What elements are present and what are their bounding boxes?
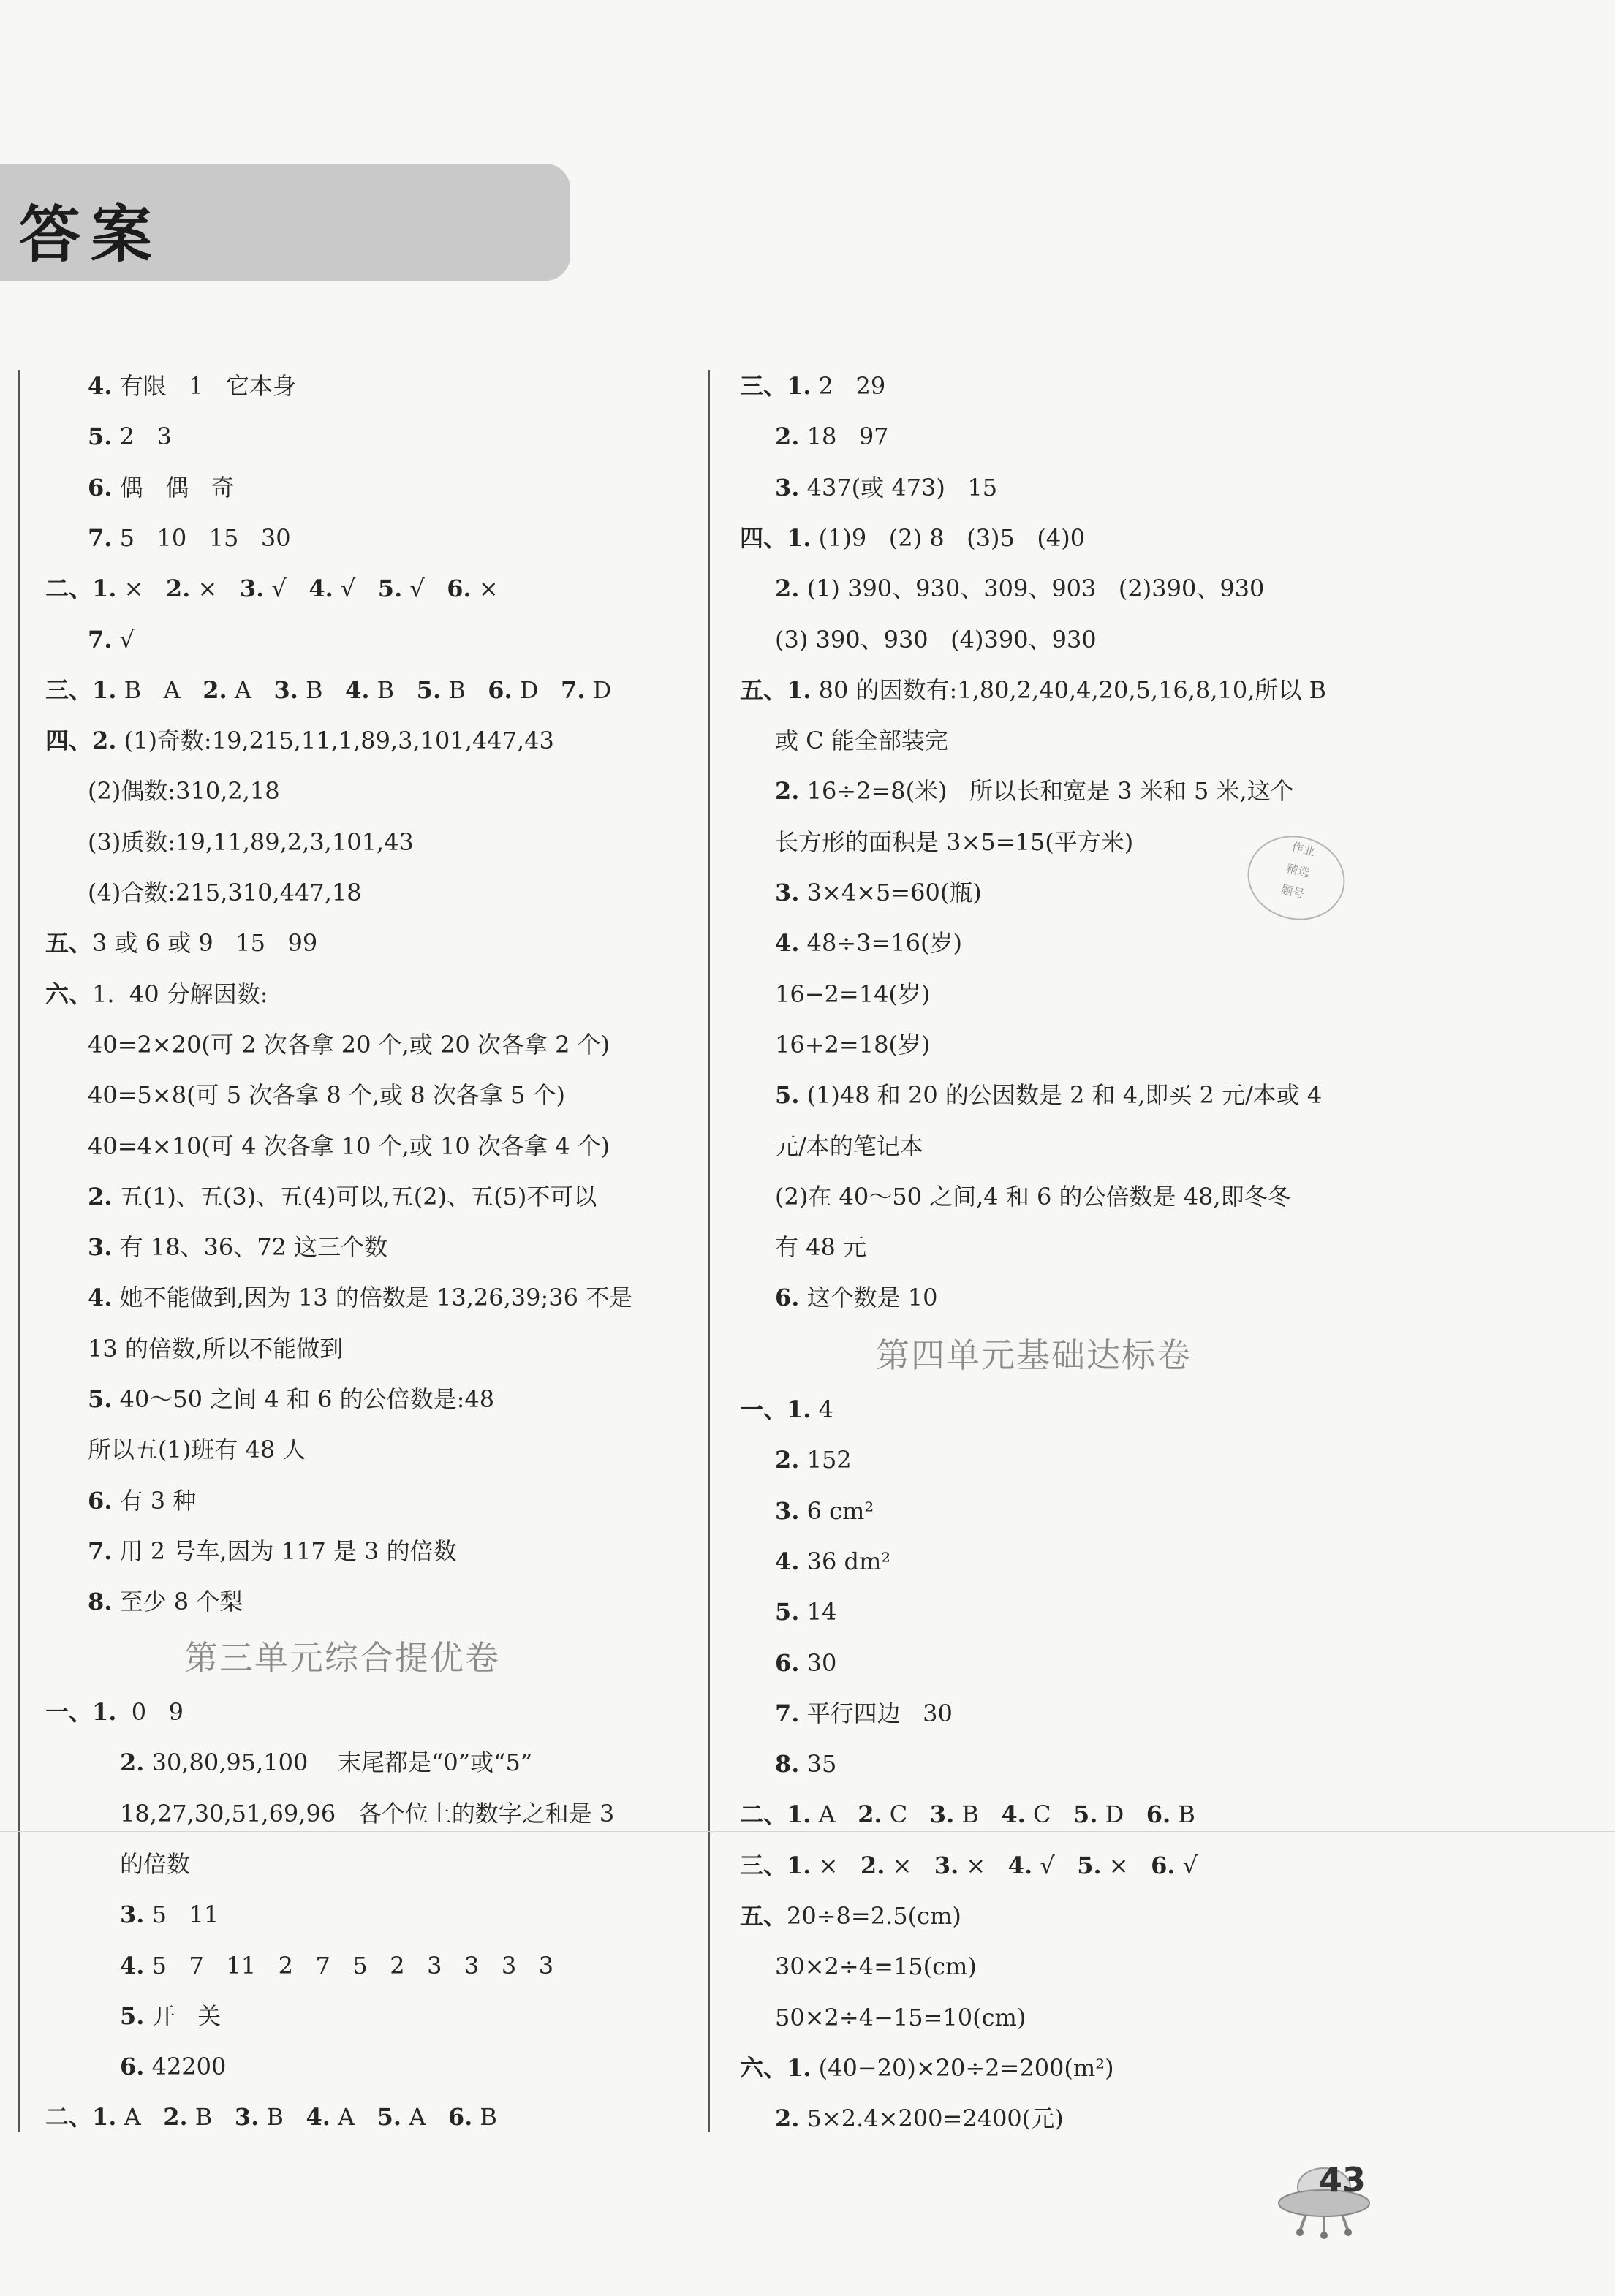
answer-text: 开 关	[144, 2001, 222, 2030]
answer-text: 36 dm²	[799, 1547, 891, 1575]
answer-text: 20÷8=2.5(cm)	[787, 1902, 961, 1930]
answer-title-band	[0, 164, 570, 281]
answer-text: 用 2 号车,因为 117 是 3 的倍数	[112, 1537, 457, 1565]
answer-text: √	[264, 575, 309, 603]
answer-text: 0 9	[116, 1698, 184, 1726]
answer-text: 18 97	[799, 423, 889, 451]
answer-line	[88, 1537, 457, 1566]
answer-text: C	[1025, 1800, 1073, 1829]
question-number: 4.	[306, 2103, 330, 2132]
answer-text: (2)偶数:310,2,18	[88, 777, 280, 806]
answer-line	[45, 726, 554, 755]
question-number: 5.	[1073, 1800, 1098, 1829]
answer-text: 5 11	[144, 1901, 219, 1929]
question-number: 5.	[1077, 1851, 1102, 1879]
question-number: 四、2.	[45, 727, 117, 755]
answer-line	[88, 1080, 565, 1110]
answer-text: (3)质数:19,11,89,2,3,101,43	[88, 827, 414, 856]
question-number: 3.	[934, 1851, 959, 1879]
answer-line	[775, 1699, 953, 1728]
question-number: 2.	[860, 1851, 885, 1879]
answer-line	[775, 1749, 836, 1778]
answer-text: 5 10 15 30	[112, 523, 291, 552]
answer-line	[120, 1849, 190, 1879]
answer-text: 14	[799, 1598, 837, 1626]
question-number: 3.	[775, 1496, 800, 1525]
answer-line	[88, 1587, 243, 1616]
answer-text: 平行四边 30	[799, 1699, 953, 1727]
answer-text: 有限 1 它本身	[112, 372, 296, 400]
answer-text: ×	[190, 575, 240, 603]
answer-line	[45, 980, 268, 1009]
question-number: 3.	[234, 2103, 260, 2132]
answer-line	[775, 1648, 836, 1678]
question-number: 4.	[88, 372, 113, 400]
answer-text: 13 的倍数,所以不能做到	[88, 1334, 344, 1363]
answer-text: (1)奇数:19,215,11,1,89,3,101,447,43	[116, 727, 554, 755]
answer-text: A	[811, 1800, 858, 1829]
scan-fold-line	[0, 1831, 1615, 1832]
answer-line	[45, 2102, 497, 2132]
answer-text: 437(或 473) 15	[799, 473, 998, 501]
answer-text: 40=2×20(可 2 次各拿 20 个,或 20 次各拿 2 个)	[88, 1030, 610, 1058]
answer-text: 18,27,30,51,69,96 各个位上的数字之和是 3	[120, 1799, 615, 1827]
answer-text: 有 3 种	[112, 1486, 197, 1515]
answer-line	[88, 1232, 387, 1262]
answer-text: (2)在 40～50 之间,4 和 6 的公倍数是 48,即冬冬	[775, 1182, 1291, 1210]
question-number: 7.	[775, 1699, 800, 1727]
question-number: 二、1.	[45, 2103, 117, 2132]
answer-line	[775, 1496, 874, 1526]
answer-text: (1)9 (2) 8 (3)5 (4)0	[811, 523, 1086, 552]
answer-line	[775, 928, 962, 958]
answer-text: 长方形的面积是 3×5=15(平方米)	[775, 827, 1134, 856]
question-number: 3.	[775, 473, 800, 501]
answer-line	[740, 1800, 1195, 1829]
answer-text: (1) 390、930、309、903 (2)390、930	[799, 575, 1265, 603]
section-title-unit3: 第三单元综合提优卷	[184, 1638, 500, 1678]
answer-line	[775, 878, 982, 907]
answer-text: 元/本的笔记本	[775, 1132, 923, 1160]
question-number: 3.	[88, 1233, 113, 1262]
column-divider	[708, 370, 710, 2132]
question-number: 2.	[203, 675, 227, 704]
answer-text: (4)合数:215,310,447,18	[88, 879, 362, 906]
answer-line	[775, 776, 1294, 806]
stamp-line: 题号	[1279, 882, 1306, 902]
answer-text: (40−20)×20÷2=200(m²)	[811, 2053, 1114, 2082]
answer-text: 16−2=14(岁)	[775, 980, 931, 1008]
answer-text: ×	[811, 1851, 861, 1879]
answer-text: 偶 偶 奇	[112, 473, 235, 501]
answer-text: B	[441, 675, 488, 704]
question-number: 3.	[929, 1800, 955, 1829]
answer-text: 她不能做到,因为 13 的倍数是 13,26,39;36 不是	[112, 1284, 633, 1312]
question-number: 3.	[775, 879, 800, 906]
answer-text: 4	[811, 1395, 833, 1423]
answer-line	[740, 675, 1326, 705]
question-number: 6.	[1151, 1851, 1176, 1879]
answer-text: (3) 390、930 (4)390、930	[775, 625, 1097, 653]
answer-text: 40=4×10(可 4 次各拿 10 个,或 10 次各拿 4 个)	[88, 1132, 610, 1160]
answer-line	[775, 980, 930, 1009]
question-number: 2.	[775, 575, 800, 603]
answer-text: √	[1032, 1851, 1078, 1879]
answer-text: D	[512, 675, 561, 704]
question-number: 2.	[775, 777, 800, 806]
answer-line	[775, 1080, 1322, 1110]
question-number: 5.	[88, 1385, 113, 1413]
answer-text: B	[369, 675, 417, 704]
question-number: 5.	[775, 1081, 800, 1110]
answer-line	[775, 2104, 1064, 2133]
answer-text: 1. 40 分解因数:	[92, 980, 268, 1008]
question-number: 7.	[561, 675, 586, 704]
answer-text: B	[298, 675, 346, 704]
answer-line	[88, 776, 280, 806]
question-number: 5.	[120, 2001, 145, 2030]
answer-text: 有 18、36、72 这三个数	[112, 1233, 388, 1262]
answer-line	[775, 1597, 836, 1626]
question-number: 三、1.	[740, 1851, 812, 1879]
answer-text: 50×2÷4−15=10(cm)	[775, 2003, 1026, 2031]
answer-line	[88, 1334, 343, 1363]
answer-text: √	[333, 575, 378, 603]
answer-line	[740, 1901, 961, 1931]
answer-text: 48÷3=16(岁)	[799, 929, 962, 958]
answer-line	[88, 1030, 610, 1059]
answer-line	[775, 1182, 1291, 1211]
question-number: 3.	[120, 1901, 145, 1929]
answer-line	[775, 1232, 866, 1262]
answer-text: ×	[471, 575, 499, 603]
answer-text: ×	[1101, 1851, 1151, 1879]
answer-text: √	[112, 625, 135, 653]
left-margin-rule	[18, 370, 20, 2132]
question-number: 五、	[740, 1902, 787, 1930]
answer-line	[120, 2052, 226, 2081]
answer-line	[45, 1697, 184, 1727]
answer-text: A	[330, 2103, 377, 2132]
answer-text: 2 29	[811, 372, 886, 400]
answer-line	[775, 827, 1133, 857]
answer-line	[775, 625, 1097, 654]
answer-text: B	[954, 1800, 1002, 1829]
answer-text: ×	[958, 1851, 1008, 1879]
stamp-line: 精选	[1285, 860, 1312, 880]
answer-line	[775, 1283, 937, 1312]
answer-line	[88, 625, 135, 654]
question-number: 五、	[45, 929, 93, 958]
question-number: 2.	[88, 1182, 113, 1210]
answer-text: 有 48 元	[775, 1233, 867, 1262]
answer-text: 所以五(1)班有 48 人	[88, 1436, 306, 1464]
answer-line	[45, 574, 499, 603]
answer-line	[775, 574, 1264, 603]
question-number: 4.	[120, 1951, 145, 1979]
answer-text: 2 3	[112, 423, 172, 451]
answer-text: B	[259, 2103, 306, 2132]
answer-text: 3×4×5=60(瓶)	[799, 879, 982, 906]
question-number: 6.	[88, 473, 113, 501]
question-number: 4.	[309, 575, 333, 603]
answer-text: 5×2.4×200=2400(元)	[799, 2104, 1064, 2133]
answer-line	[120, 1799, 614, 1828]
answer-text: 30,80,95,100 末尾都是“0”或“5”	[144, 1748, 533, 1777]
answer-line	[775, 2003, 1026, 2032]
answer-line	[120, 2001, 221, 2031]
answer-text: B	[1170, 1800, 1195, 1829]
question-number: 3.	[239, 575, 265, 603]
answer-text: ×	[885, 1851, 934, 1879]
answer-text: A	[116, 2103, 164, 2132]
question-number: 六、1.	[740, 2053, 812, 2082]
question-number: 2.	[120, 1748, 145, 1777]
answer-line	[775, 1132, 923, 1161]
answer-line	[775, 1952, 977, 1981]
answer-text: √	[402, 575, 447, 603]
answer-line	[740, 371, 885, 401]
question-number: 一、1.	[45, 1698, 117, 1726]
answer-text: B	[187, 2103, 235, 2132]
question-number: 6.	[120, 2053, 145, 2081]
question-number: 6.	[1146, 1800, 1171, 1829]
answer-line	[88, 827, 414, 857]
answer-line	[775, 726, 948, 755]
answer-line	[775, 1445, 852, 1474]
answer-text: ×	[116, 575, 166, 603]
question-number: 6.	[447, 575, 472, 603]
answer-line	[120, 1900, 219, 1929]
answer-line	[120, 1951, 553, 1980]
answer-line	[775, 473, 997, 502]
answer-line	[740, 1851, 1198, 1880]
answer-text: 80 的因数有:1,80,2,40,4,20,5,16,8,10,所以 B	[811, 675, 1327, 704]
answer-text: 这个数是 10	[799, 1284, 938, 1312]
question-number: 2.	[858, 1800, 882, 1829]
answer-text: B A	[116, 675, 203, 704]
question-number: 2.	[775, 1446, 800, 1474]
question-number: 7.	[88, 625, 113, 653]
question-number: 6.	[775, 1648, 800, 1677]
question-number: 2.	[163, 2103, 188, 2132]
question-number: 7.	[88, 1537, 113, 1565]
answer-text: 至少 8 个梨	[112, 1588, 243, 1616]
question-number: 7.	[88, 523, 113, 552]
answer-line	[88, 1486, 196, 1515]
question-number: 3.	[273, 675, 298, 704]
question-number: 6.	[775, 1284, 800, 1312]
answer-line	[88, 1182, 597, 1211]
answer-text: C	[882, 1800, 930, 1829]
question-number: 一、1.	[740, 1395, 812, 1423]
question-number: 2.	[775, 2104, 800, 2133]
answer-text: 3 或 6 或 9 15 99	[92, 929, 318, 958]
question-number: 4.	[775, 1547, 800, 1575]
question-number: 4.	[345, 675, 370, 704]
question-number: 2.	[165, 575, 191, 603]
answer-text: 30×2÷4=15(cm)	[775, 1952, 977, 1981]
question-number: 二、1.	[740, 1800, 812, 1829]
answer-line	[88, 523, 291, 553]
answer-text: 的倍数	[120, 1849, 191, 1878]
question-number: 6.	[88, 1486, 113, 1515]
answer-line	[45, 675, 611, 705]
question-number: 8.	[775, 1750, 800, 1778]
question-number: 4.	[1001, 1800, 1026, 1829]
answer-text: 42200	[144, 2053, 227, 2081]
question-number: 六、	[45, 980, 93, 1008]
answer-line	[120, 1748, 532, 1777]
question-number: 6.	[447, 2103, 473, 2132]
answer-line	[775, 422, 889, 451]
answer-line	[88, 473, 235, 502]
answer-line	[45, 928, 317, 958]
answer-text: 5 7 11 2 7 5 2 3 3 3 3	[144, 1951, 554, 1979]
answer-text: A	[227, 675, 274, 704]
answer-text: 152	[799, 1446, 852, 1474]
question-number: 4.	[1007, 1851, 1033, 1879]
homework-stamp	[1238, 825, 1354, 930]
question-number: 五、1.	[740, 675, 812, 704]
question-number: 4.	[88, 1284, 113, 1312]
answer-line	[740, 2053, 1114, 2083]
answer-text: 30	[799, 1648, 837, 1677]
answer-line	[775, 1547, 890, 1576]
question-number: 4.	[775, 929, 800, 958]
question-number: 6.	[488, 675, 513, 704]
question-number: 5.	[416, 675, 442, 704]
question-number: 5.	[377, 575, 403, 603]
answer-line	[740, 1395, 833, 1424]
answer-line	[740, 523, 1085, 553]
question-number: 2.	[775, 423, 800, 451]
answer-text: √	[1175, 1851, 1198, 1879]
answer-line	[775, 1030, 930, 1059]
stamp-line: 作业	[1290, 839, 1317, 859]
answer-text: 16÷2=8(米) 所以长和宽是 3 米和 5 米,这个	[799, 777, 1294, 806]
answer-text: 或 C 能全部装完	[775, 727, 948, 755]
question-number: 5.	[377, 2103, 402, 2132]
answer-text: B	[472, 2103, 497, 2132]
question-number: 四、1.	[740, 523, 812, 552]
answer-text: 40=5×8(可 5 次各拿 8 个,或 8 次各拿 5 个)	[88, 1081, 566, 1110]
answer-line	[88, 1384, 494, 1414]
answer-text: D	[1097, 1800, 1146, 1829]
answer-text: D	[585, 675, 612, 704]
question-number: 5.	[775, 1598, 800, 1626]
answer-text: 40～50 之间 4 和 6 的公倍数是:48	[112, 1385, 495, 1413]
question-number: 三、1.	[740, 372, 812, 400]
answer-text: 五(1)、五(3)、五(4)可以,五(2)、五(5)不可以	[112, 1182, 597, 1210]
answer-text: 35	[799, 1750, 837, 1778]
answer-text: A	[401, 2103, 448, 2132]
answer-line	[88, 1283, 632, 1312]
question-number: 二、1.	[45, 575, 117, 603]
answer-line	[88, 1435, 306, 1464]
answer-line	[88, 422, 172, 451]
answer-text: 6 cm²	[799, 1496, 874, 1525]
question-number: 三、1.	[45, 675, 117, 704]
page-number: 43	[1319, 2160, 1366, 2200]
section-title-unit4: 第四单元基础达标卷	[876, 1335, 1192, 1375]
answer-text: (1)48 和 20 的公因数是 2 和 4,即买 2 元/本或 4	[799, 1081, 1323, 1110]
answer-line	[88, 1132, 610, 1161]
question-number: 5.	[88, 423, 113, 451]
answer-line	[88, 371, 296, 401]
answer-line	[88, 878, 362, 907]
page-title: 答案	[19, 199, 163, 270]
answer-text: 16+2=18(岁)	[775, 1030, 931, 1058]
question-number: 8.	[88, 1588, 113, 1616]
